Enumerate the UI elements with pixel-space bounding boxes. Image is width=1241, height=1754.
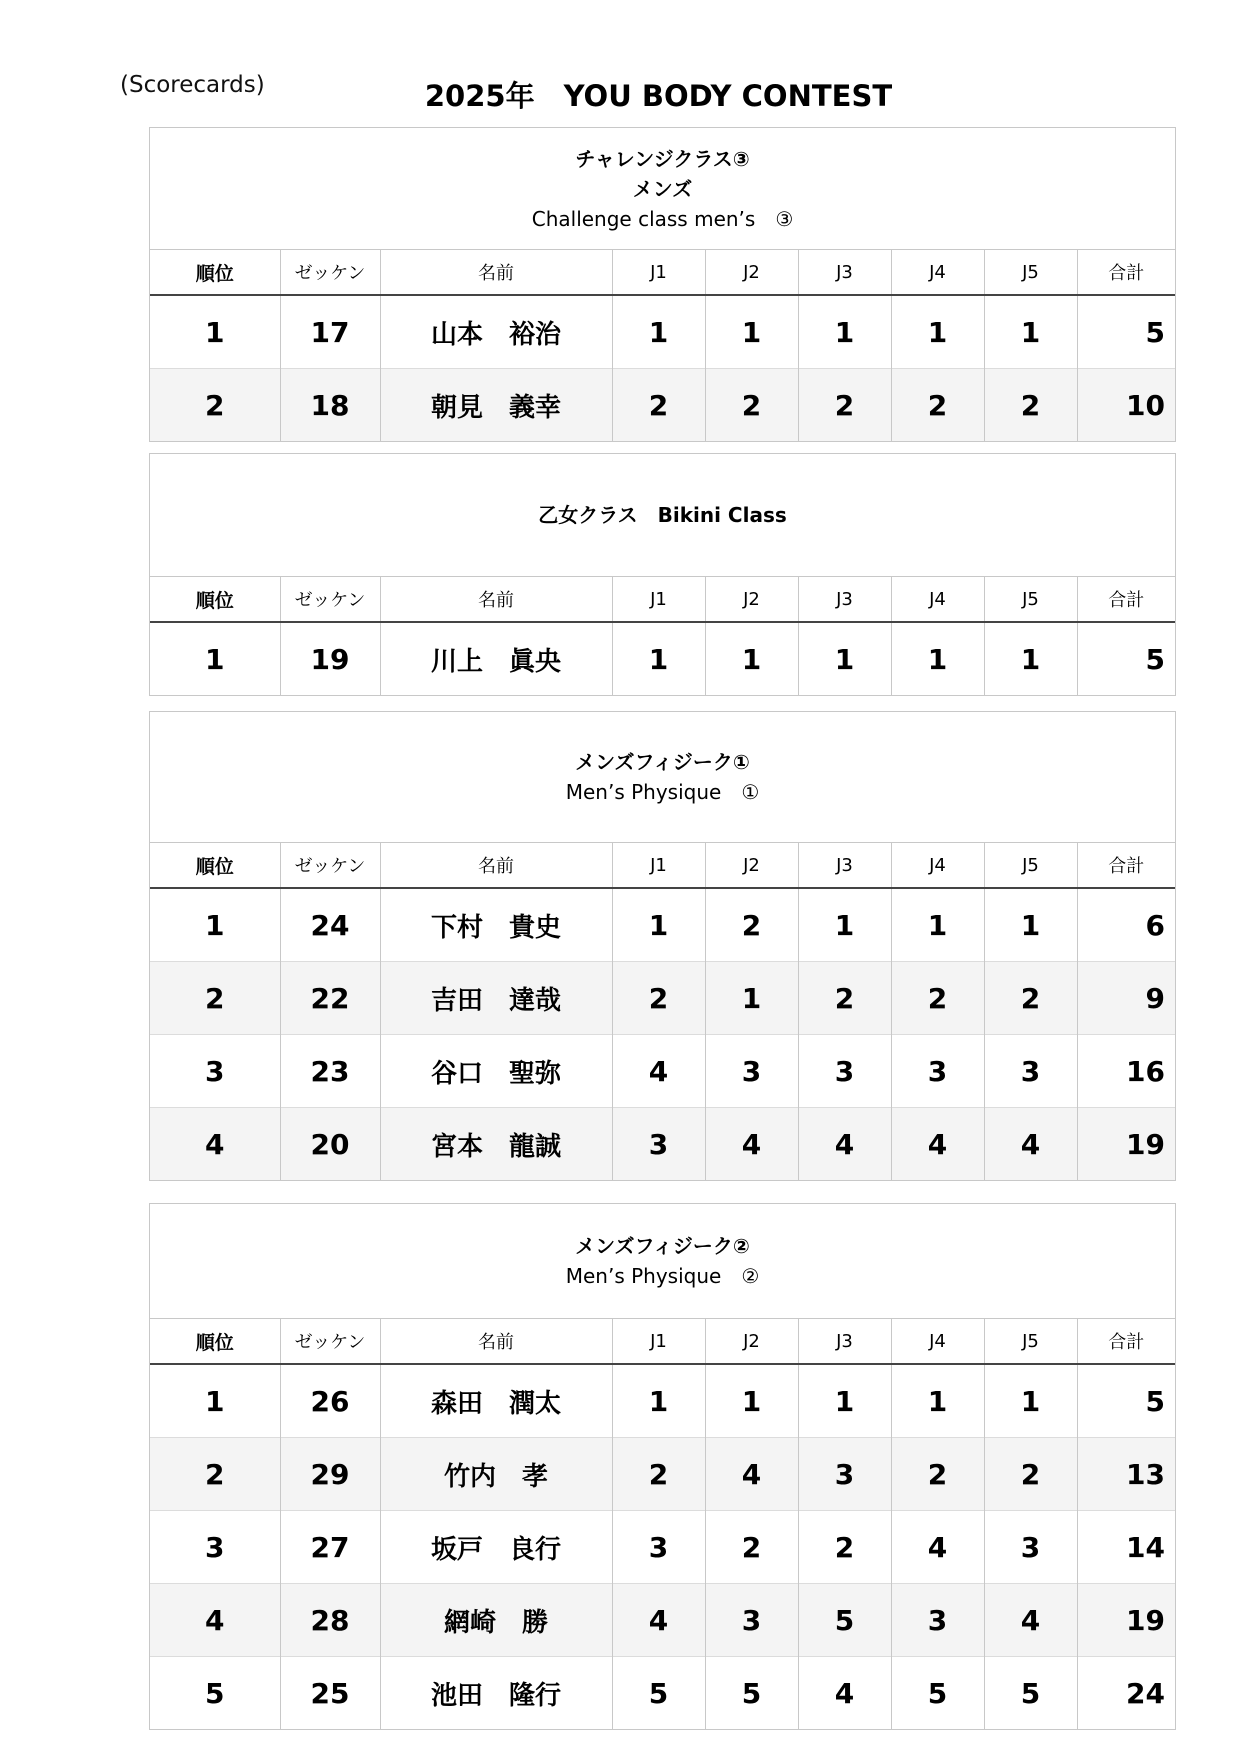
col-j3: J3 (798, 843, 891, 888)
col-bib: ゼッケン (280, 843, 380, 888)
cell-j2: 2 (705, 1511, 798, 1584)
col-name: 名前 (380, 577, 612, 622)
col-j2: J2 (705, 250, 798, 295)
cell-j4: 1 (891, 295, 984, 369)
cell-rank: 1 (150, 622, 280, 695)
class-title (150, 454, 1175, 577)
cell-bib: 17 (280, 295, 380, 369)
cell-rank: 2 (150, 962, 280, 1035)
cell-j1: 4 (612, 1035, 705, 1108)
cell-bib: 22 (280, 962, 380, 1035)
cell-total: 9 (1077, 962, 1175, 1035)
col-j3: J3 (798, 1319, 891, 1364)
cell-j5: 4 (984, 1584, 1077, 1657)
class-title-line: メンズフィジーク② (575, 1234, 750, 1258)
col-j3: J3 (798, 577, 891, 622)
cell-j3: 1 (798, 622, 891, 695)
cell-j3: 1 (798, 888, 891, 962)
cell-name: 網崎 勝 (380, 1584, 612, 1657)
cell-j3: 3 (798, 1035, 891, 1108)
cell-name: 朝見 義幸 (380, 369, 612, 442)
cell-j2: 2 (705, 888, 798, 962)
cell-j3: 1 (798, 1364, 891, 1438)
cell-j1: 2 (612, 962, 705, 1035)
table-row (150, 962, 1175, 1035)
cell-j4: 4 (891, 1108, 984, 1181)
cell-rank: 1 (150, 1364, 280, 1438)
cell-j3: 4 (798, 1108, 891, 1181)
cell-j5: 3 (984, 1511, 1077, 1584)
col-j4: J4 (891, 843, 984, 888)
col-j2: J2 (705, 843, 798, 888)
table-row (150, 622, 1175, 695)
cell-j4: 4 (891, 1511, 984, 1584)
cell-j5: 1 (984, 1364, 1077, 1438)
cell-name: 山本 裕治 (380, 295, 612, 369)
cell-j3: 4 (798, 1657, 891, 1730)
cell-bib: 27 (280, 1511, 380, 1584)
cell-rank: 2 (150, 1438, 280, 1511)
col-j5: J5 (984, 577, 1077, 622)
cell-j1: 2 (612, 369, 705, 442)
cell-rank: 4 (150, 1108, 280, 1181)
col-name: 名前 (380, 1319, 612, 1364)
col-bib: ゼッケン (280, 1319, 380, 1364)
col-j4: J4 (891, 577, 984, 622)
col-j2: J2 (705, 577, 798, 622)
cell-name: 森田 潤太 (380, 1364, 612, 1438)
cell-j2: 2 (705, 369, 798, 442)
cell-total: 5 (1077, 622, 1175, 695)
cell-name: 川上 眞央 (380, 622, 612, 695)
class-title-line: メンズフィジーク① (575, 750, 750, 774)
cell-j1: 2 (612, 1438, 705, 1511)
cell-bib: 19 (280, 622, 380, 695)
cell-total: 13 (1077, 1438, 1175, 1511)
cell-bib: 23 (280, 1035, 380, 1108)
cell-j3: 5 (798, 1584, 891, 1657)
cell-bib: 24 (280, 888, 380, 962)
col-j1: J1 (612, 1319, 705, 1364)
col-total: 合計 (1077, 250, 1175, 295)
cell-name: 坂戸 良行 (380, 1511, 612, 1584)
cell-j4: 2 (891, 1438, 984, 1511)
cell-rank: 1 (150, 295, 280, 369)
cell-name: 吉田 達哉 (380, 962, 612, 1035)
cell-j3: 1 (798, 295, 891, 369)
cell-j3: 3 (798, 1438, 891, 1511)
cell-total: 10 (1077, 369, 1175, 442)
class-title-line: Men’s Physique ① (565, 780, 760, 804)
table-row (150, 1364, 1175, 1438)
table-row (150, 1035, 1175, 1108)
cell-total: 14 (1077, 1511, 1175, 1584)
cell-j1: 3 (612, 1108, 705, 1181)
cell-j5: 2 (984, 962, 1077, 1035)
cell-name: 竹内 孝 (380, 1438, 612, 1511)
cell-rank: 2 (150, 369, 280, 442)
cell-rank: 4 (150, 1584, 280, 1657)
cell-bib: 28 (280, 1584, 380, 1657)
cell-j2: 4 (705, 1108, 798, 1181)
cell-j4: 1 (891, 888, 984, 962)
cell-total: 5 (1077, 1364, 1175, 1438)
col-rank: 順位 (150, 250, 280, 295)
table-row (150, 1438, 1175, 1511)
page-title: 2025年 YOU BODY CONTEST (424, 79, 893, 113)
cell-j4: 2 (891, 369, 984, 442)
cell-rank: 3 (150, 1035, 280, 1108)
cell-j2: 1 (705, 295, 798, 369)
cell-j2: 3 (705, 1035, 798, 1108)
cell-j4: 5 (891, 1657, 984, 1730)
cell-j1: 4 (612, 1584, 705, 1657)
cell-total: 6 (1077, 888, 1175, 962)
col-total: 合計 (1077, 577, 1175, 622)
col-j5: J5 (984, 250, 1077, 295)
scorecard-bikini (149, 453, 1176, 696)
col-rank: 順位 (150, 577, 280, 622)
table-row (150, 1657, 1175, 1730)
score-table (150, 577, 1175, 695)
cell-j3: 2 (798, 369, 891, 442)
class-title-line: Challenge class men’s ③ (531, 206, 794, 231)
col-j1: J1 (612, 577, 705, 622)
cell-j1: 3 (612, 1511, 705, 1584)
col-bib: ゼッケン (280, 250, 380, 295)
cell-bib: 20 (280, 1108, 380, 1181)
cell-j5: 1 (984, 888, 1077, 962)
cell-j1: 1 (612, 295, 705, 369)
cell-j4: 3 (891, 1584, 984, 1657)
header-row (150, 1319, 1175, 1364)
cell-name: 宮本 龍誠 (380, 1108, 612, 1181)
cell-j5: 3 (984, 1035, 1077, 1108)
class-title-line: チャレンジクラス③ (575, 146, 750, 171)
cell-j4: 3 (891, 1035, 984, 1108)
cell-total: 5 (1077, 295, 1175, 369)
table-row (150, 369, 1175, 442)
cell-j2: 1 (705, 622, 798, 695)
cell-j5: 1 (984, 295, 1077, 369)
col-j1: J1 (612, 250, 705, 295)
cell-j5: 2 (984, 369, 1077, 442)
cell-j5: 5 (984, 1657, 1077, 1730)
cell-j1: 1 (612, 888, 705, 962)
class-title (150, 712, 1175, 843)
cell-bib: 26 (280, 1364, 380, 1438)
class-title-line: メンズ (632, 176, 693, 201)
col-total: 合計 (1077, 843, 1175, 888)
col-rank: 順位 (150, 1319, 280, 1364)
cell-j3: 2 (798, 962, 891, 1035)
class-title-line: Men’s Physique ② (565, 1264, 760, 1288)
header-row (150, 577, 1175, 622)
col-name: 名前 (380, 843, 612, 888)
cell-rank: 3 (150, 1511, 280, 1584)
col-j1: J1 (612, 843, 705, 888)
col-j2: J2 (705, 1319, 798, 1364)
cell-j5: 1 (984, 622, 1077, 695)
table-row (150, 295, 1175, 369)
cell-j4: 1 (891, 1364, 984, 1438)
col-j3: J3 (798, 250, 891, 295)
col-total: 合計 (1077, 1319, 1175, 1364)
cell-j5: 4 (984, 1108, 1077, 1181)
cell-name: 谷口 聖弥 (380, 1035, 612, 1108)
score-table (150, 1319, 1175, 1729)
table-row (150, 888, 1175, 962)
cell-rank: 1 (150, 888, 280, 962)
col-j4: J4 (891, 250, 984, 295)
cell-j2: 5 (705, 1657, 798, 1730)
scorecard-mens-physique-1 (149, 711, 1176, 1181)
class-title (150, 128, 1175, 250)
header-row (150, 843, 1175, 888)
cell-j4: 1 (891, 622, 984, 695)
cell-j5: 2 (984, 1438, 1077, 1511)
cell-name: 下村 貴史 (380, 888, 612, 962)
cell-j2: 1 (705, 962, 798, 1035)
col-j4: J4 (891, 1319, 984, 1364)
cell-total: 19 (1077, 1584, 1175, 1657)
cell-bib: 25 (280, 1657, 380, 1730)
score-table (150, 250, 1175, 441)
cell-total: 19 (1077, 1108, 1175, 1181)
scorecard-mens-physique-2 (149, 1203, 1176, 1730)
cell-j4: 2 (891, 962, 984, 1035)
col-j5: J5 (984, 843, 1077, 888)
cell-j2: 3 (705, 1584, 798, 1657)
cell-j1: 1 (612, 1364, 705, 1438)
cell-bib: 18 (280, 369, 380, 442)
class-title (150, 1204, 1175, 1319)
cell-j1: 1 (612, 622, 705, 695)
cell-total: 24 (1077, 1657, 1175, 1730)
cell-bib: 29 (280, 1438, 380, 1511)
cell-name: 池田 隆行 (380, 1657, 612, 1730)
cell-total: 16 (1077, 1035, 1175, 1108)
col-name: 名前 (380, 250, 612, 295)
class-title-line: 乙女クラス Bikini Class (538, 503, 787, 527)
col-j5: J5 (984, 1319, 1077, 1364)
cell-rank: 5 (150, 1657, 280, 1730)
page-label: (Scorecards) (120, 72, 265, 98)
col-rank: 順位 (150, 843, 280, 888)
table-row (150, 1511, 1175, 1584)
scorecard-challenge-men (149, 127, 1176, 442)
header-row (150, 250, 1175, 295)
cell-j2: 4 (705, 1438, 798, 1511)
table-row (150, 1108, 1175, 1181)
table-row (150, 1584, 1175, 1657)
cell-j1: 5 (612, 1657, 705, 1730)
cell-j3: 2 (798, 1511, 891, 1584)
cell-j2: 1 (705, 1364, 798, 1438)
score-table (150, 843, 1175, 1180)
col-bib: ゼッケン (280, 577, 380, 622)
